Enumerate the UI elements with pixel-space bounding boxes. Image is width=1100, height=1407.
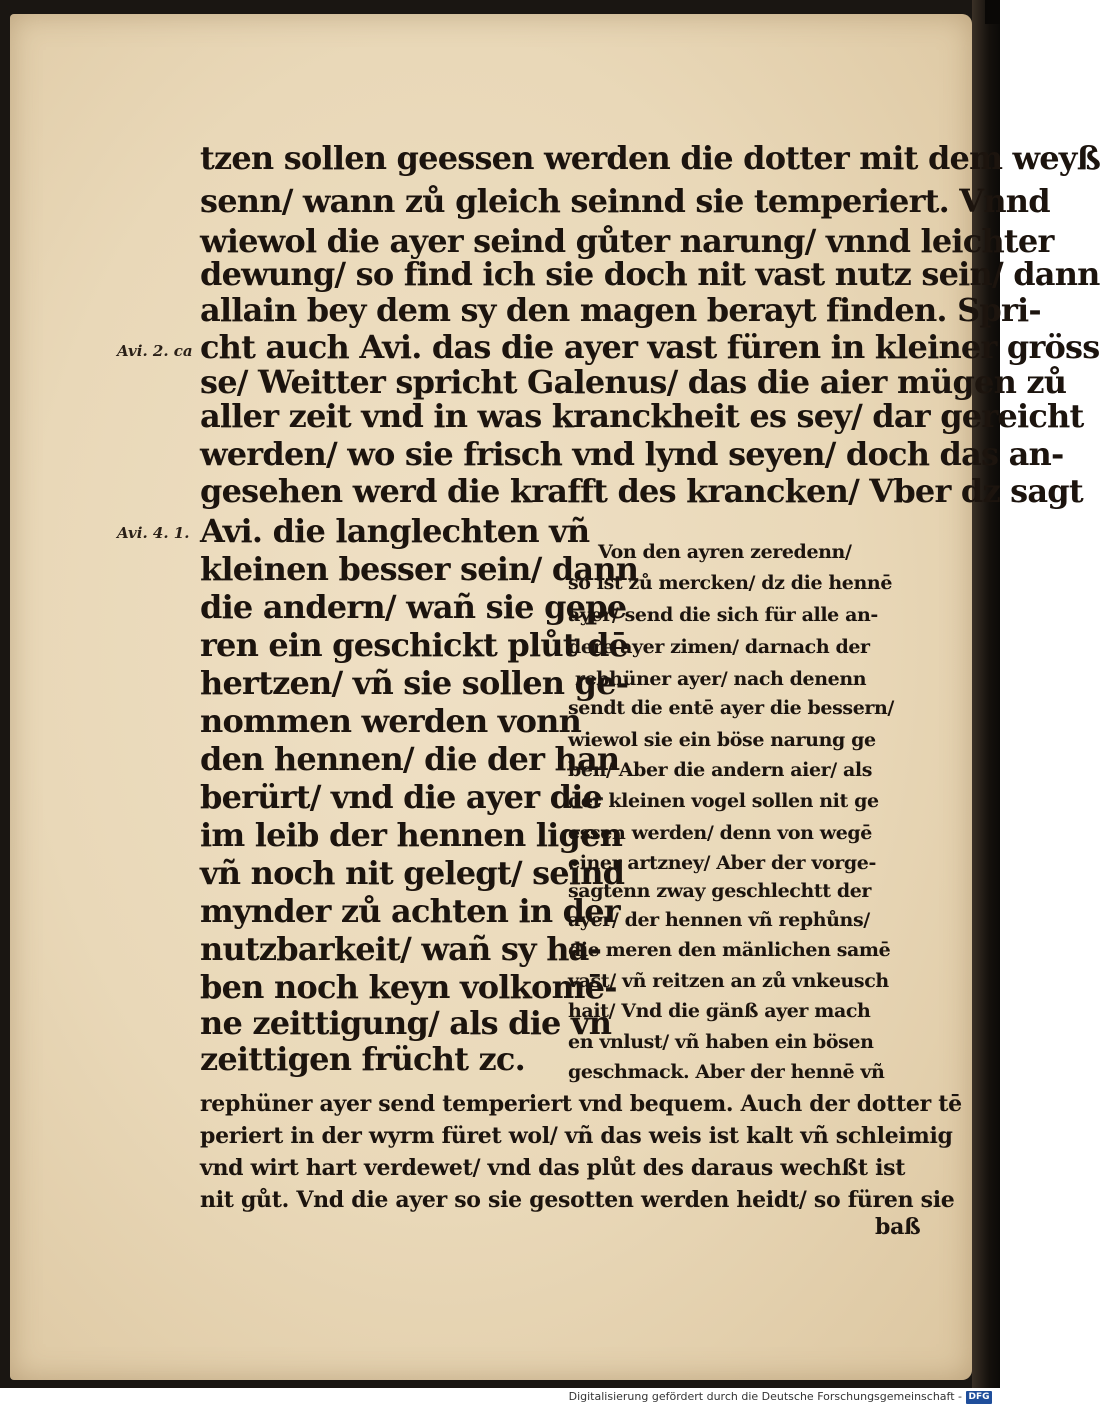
left-column-line: ne zeittigung/ als die vn	[200, 1004, 612, 1042]
main-line: allain bey dem sy den magen berayt finden. Spri-	[200, 291, 1041, 329]
main-line: se/ Weitter spricht Galenus/ das die aier mügen zů	[200, 363, 1067, 401]
right-column-line: so ist zů mercken/ dz die hennē	[568, 572, 893, 594]
left-column-line: mynder zů achten in der	[200, 892, 620, 930]
left-column-line: kleinen besser sein/ dann	[200, 550, 639, 588]
right-column-line: en vnlust/ vñ haben ein bösen	[568, 1031, 874, 1053]
left-column-line: hertzen/ vñ sie sollen ge-	[200, 664, 629, 702]
right-column-line: der kleinen vogel sollen nit ge	[568, 790, 879, 812]
page-edge-mark	[985, 0, 1000, 24]
right-column-line: dere ayer zimen/ darnach der	[568, 636, 870, 658]
left-column-line: zeittigen frücht zc.	[200, 1040, 525, 1078]
footer-attribution: Digitalisierung gefördert durch die Deutsche Forschungsgemeinschaft -	[568, 1390, 962, 1403]
right-column-line: vast/ vñ reitzen an zů vnkeusch	[568, 970, 889, 992]
bottom-line: vnd wirt hart verdewet/ vnd das plůt des daraus wechßt ist	[200, 1155, 906, 1181]
left-column-line: die andern/ wañ sie gepe	[200, 588, 627, 626]
right-column-line: geschmack. Aber der hennē vñ	[568, 1061, 885, 1083]
main-line: senn/ wann zů gleich seinnd sie temperiert. Vnnd	[200, 182, 1050, 220]
bottom-line: periert in der wyrm füret wol/ vñ das weis ist kalt vñ schleimig	[200, 1123, 953, 1149]
bottom-line: rephüner ayer send temperiert vnd bequem. Auch der dotter tē	[200, 1091, 962, 1117]
right-column-line: ayer/ der hennen vñ rephůns/	[568, 909, 870, 931]
right-column-line: ben/ Aber die andern aier/ als	[568, 759, 873, 781]
left-column-line: ren ein geschickt plůt dē	[200, 626, 629, 664]
right-column-line: essen werden/ denn von wegē	[568, 822, 872, 844]
dfg-logo: DFG	[966, 1391, 992, 1404]
bottom-line: nit gůt. Vnd die ayer so sie gesotten werden heidt/ so füren sie	[200, 1187, 955, 1213]
main-line: aller zeit vnd in was kranckheit es sey/ dar gereicht	[200, 397, 1084, 435]
main-line: gesehen werd die krafft des krancken/ Vber dz sagt	[200, 472, 1083, 510]
left-column-line: im leib der hennen ligen	[200, 816, 623, 854]
right-column-line: sagtenn zway geschlechtt der	[568, 880, 872, 902]
right-column-line: hait/ Vnd die gänß ayer mach	[568, 1000, 871, 1022]
right-column-line: die meren den mänlichen samē	[568, 939, 891, 961]
left-column-line: den hennen/ die der han	[200, 740, 620, 778]
main-line: dewung/ so find ich sie doch nit vast nutz sein/ dann	[200, 255, 1100, 293]
margin-note: Avi. 4. 1.	[117, 524, 190, 542]
right-column-line: wiewol sie ein böse narung ge	[568, 729, 876, 751]
main-line: werden/ wo sie frisch vnd lynd seyen/ doch das an-	[200, 435, 1064, 473]
left-column-line: nutzbarkeit/ wañ sy ha-	[200, 930, 602, 968]
main-line: wiewol die ayer seind gůter narung/ vnnd leichter	[200, 222, 1054, 260]
margin-note: Avi. 2. ca	[117, 342, 193, 360]
left-column-line: Avi. die langlechten vñ	[200, 512, 590, 550]
right-column-line: Von den ayren zeredenn/	[598, 541, 852, 563]
catchword: baß	[875, 1214, 921, 1240]
left-column-line: nommen werden vonn	[200, 702, 582, 740]
right-column-line: rebhüner ayer/ nach denenn	[575, 668, 867, 690]
right-column-line: ayer/ send die sich für alle an-	[568, 604, 878, 626]
left-column-line: ben noch keyn volkomē-	[200, 968, 617, 1006]
left-column-line: vñ noch nit gelegt/ seind	[200, 854, 625, 892]
main-line: tzen sollen geessen werden die dotter mit dem weyß	[200, 139, 1100, 177]
footer-bar	[0, 1389, 1000, 1407]
left-column-line: berürt/ vnd die ayer die	[200, 778, 603, 816]
main-line: cht auch Avi. das die ayer vast füren in kleiner gröss	[200, 328, 1100, 366]
right-column-line: einer artzney/ Aber der vorge-	[568, 852, 876, 874]
right-column-line: sendt die entē ayer die bessern/	[568, 697, 894, 719]
